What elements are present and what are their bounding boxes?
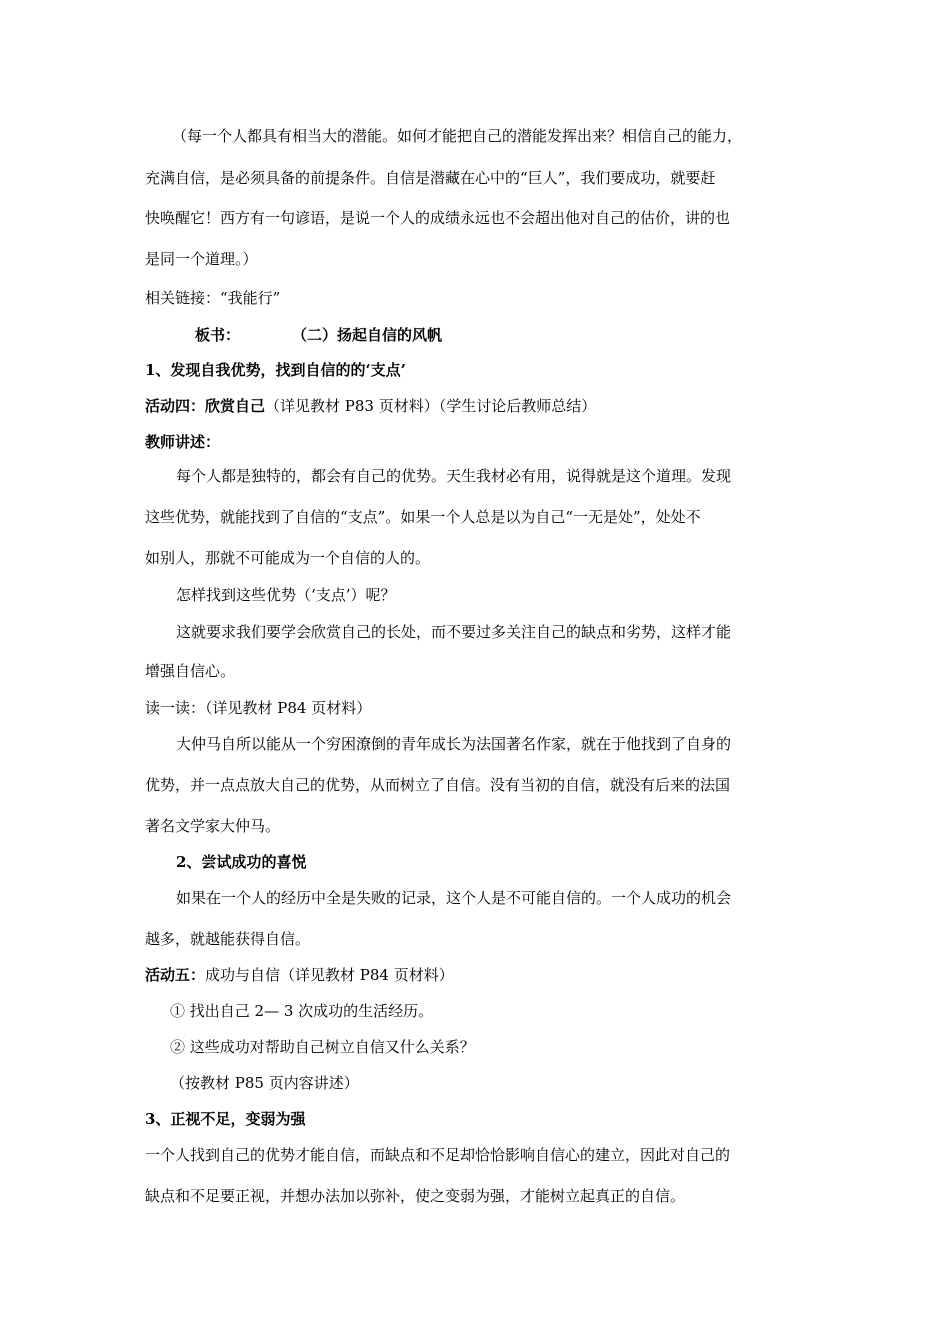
- dumas-line-1: 大仲马自所以能从一个穷困潦倒的青年成长为法国著名作家，就在于他找到了自身的: [176, 735, 732, 753]
- weakness-line-1: 一个人找到自己的优势才能自信，而缺点和不足却恰恰影响自信心的建立，因此对自己的: [145, 1146, 731, 1164]
- teacher-line-1: 每个人都是独特的，都会有自己的优势。天生我材必有用，说得就是这个道理。发现: [176, 467, 732, 485]
- activity5-item-2: ② 这些成功对帮助自己树立自信又什么关系？: [170, 1038, 475, 1056]
- activity4-note: （详见教材 P83 页材料）（学生讨论后教师总结）: [265, 397, 597, 415]
- success-line-2: 越多，就越能获得自信。: [145, 930, 311, 948]
- activity5-note: （按教材 P85 页内容讲述）: [170, 1074, 359, 1092]
- teacher-line-2: 这些优势，就能找到了自信的“支点”。如果一个人总是以为自己“一无是处”，处处不: [145, 508, 701, 526]
- activity4-label: 活动四：欣赏自己: [145, 397, 266, 415]
- activity5-text: 成功与自信（详见教材 P84 页材料）: [205, 966, 454, 984]
- intro-line-2: 充满自信，是必须具备的前提条件。自信是潜藏在心中的“巨人”，我们要成功，就要赶: [145, 169, 716, 187]
- teacher-line-3: 如别人，那就不可能成为一个自信的人的。: [145, 549, 431, 567]
- activity5-row: [145, 965, 454, 985]
- read-label: 读一读：（详见教材 P84 页材料）: [145, 699, 372, 717]
- dumas-line-2: 优势，并一点点放大自己的优势，从而树立了自信。没有当初的自信，就没有后来的法国: [145, 776, 731, 794]
- dumas-line-3: 著名文学家大仲马。: [145, 817, 281, 835]
- answer-line-2: 增强自信心。: [145, 662, 236, 680]
- board-label: 板书：: [195, 326, 241, 344]
- activity5-label: 活动五：: [145, 966, 206, 984]
- section2-heading: 2、尝试成功的喜悦: [176, 853, 307, 871]
- intro-line-4: 是同一个道理。）: [145, 250, 258, 268]
- section1-heading: 1、发现自我优势，找到自信的的‘支点’: [145, 361, 406, 379]
- section3-heading: 3、正视不足，变弱为强: [145, 1110, 306, 1128]
- question-line: 怎样找到这些优势（‘支点’）呢？: [176, 586, 396, 604]
- intro-line-1: （每一个人都具有相当大的潜能。如何才能把自己的潜能发挥出来？相信自己的能力，: [172, 127, 743, 145]
- teacher-label: 教师讲述：: [145, 433, 221, 451]
- activity5-item-1: ① 找出自己 2— 3 次成功的生活经历。: [170, 1002, 434, 1020]
- answer-line-1: 这就要求我们要学会欣赏自己的长处，而不要过多关注自己的缺点和劣势，这样才能: [176, 623, 732, 641]
- activity4-row: [145, 396, 596, 416]
- success-line-1: 如果在一个人的经历中全是失败的记录，这个人是不可能自信的。一个人成功的机会: [176, 889, 732, 907]
- related-link: 相关链接：“我能行”: [145, 289, 281, 307]
- board-title: （二）扬起自信的风帆: [292, 326, 443, 344]
- weakness-line-2: 缺点和不足要正视，并想办法加以弥补，使之变弱为强，才能树立起真正的自信。: [145, 1187, 686, 1205]
- intro-line-3: 快唤醒它！西方有一句谚语，是说一个人的成绩永远也不会超出他对自己的估价，讲的也: [145, 209, 731, 227]
